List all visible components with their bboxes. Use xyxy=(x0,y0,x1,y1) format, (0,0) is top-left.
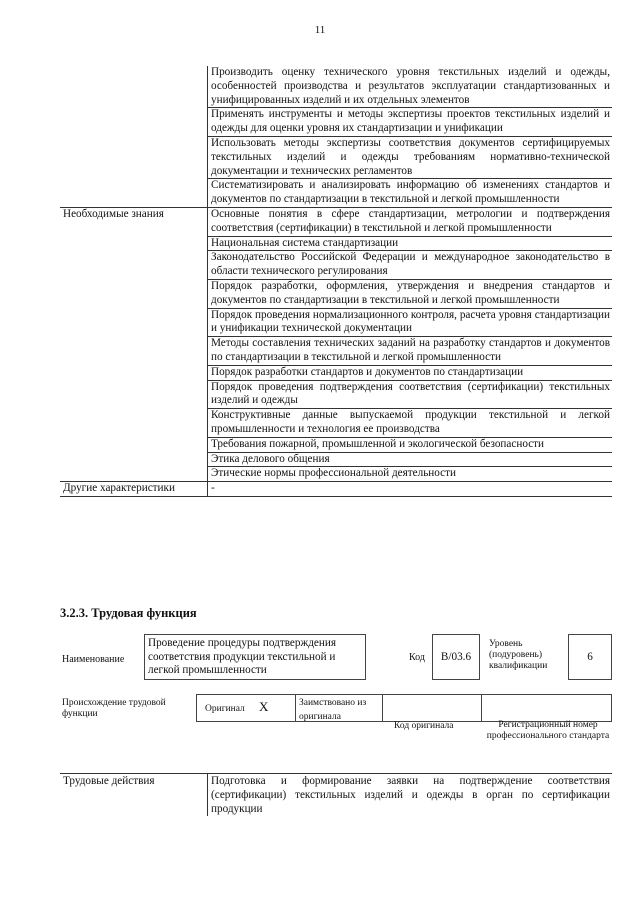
row-label-cell xyxy=(60,437,208,452)
row-label-cell xyxy=(60,236,208,251)
page-number: 11 xyxy=(314,24,326,36)
borrowed-label: Заимствовано из оригинала xyxy=(299,698,367,722)
knowledge-row xyxy=(60,251,612,280)
row-text: Методы составления технических заданий на разработку стандартов и документов по стандартизации в текстильной и легкой промышленности xyxy=(208,337,613,366)
row-text: Применять инструменты и методы экспертизы проектов текстильных изделий и одежды для оценки уровня их стандартизации и унификации xyxy=(208,108,613,137)
level-value-box xyxy=(568,634,612,680)
row-label: Трудовые действия xyxy=(60,774,208,817)
row-label-cell xyxy=(60,308,208,337)
knowledge-row xyxy=(60,467,612,482)
row-label-cell xyxy=(60,279,208,308)
knowledge-row xyxy=(60,308,612,337)
knowledge-row xyxy=(60,236,612,251)
row-text: Требования пожарной, промышленной и экологической безопасности xyxy=(208,437,613,452)
origin-label: Происхождение трудовой функции xyxy=(62,698,166,719)
original-cell xyxy=(196,694,296,722)
row-text: Порядок проведения нормализационного контроля, расчета уровня стандартизации и унификации технической документации xyxy=(208,308,613,337)
row-text: Порядок разработки, оформления, утверждения и внедрения стандартов и документов по стандартизации в текстильной и легкой промышленности xyxy=(208,279,613,308)
row-label: Необходимые знания xyxy=(60,207,208,236)
knowledge-row xyxy=(60,207,612,236)
row-text: Порядок проведения подтверждения соответствия (сертификации) текстильных изделий и одежды xyxy=(208,380,613,409)
name-label: Наименование xyxy=(62,654,125,665)
knowledge-row xyxy=(60,279,612,308)
row-text: Этика делового общения xyxy=(208,452,613,467)
skill-row xyxy=(60,136,612,178)
borrowed-cell xyxy=(295,694,383,722)
name-value-box xyxy=(144,634,366,680)
skill-row xyxy=(60,108,612,137)
reg-number-label: Регистрационный номер профессионального стандарта xyxy=(486,720,610,741)
row-label-cell xyxy=(60,409,208,438)
labor-action-row xyxy=(60,774,612,817)
row-text: Этические нормы профессиональной деятельности xyxy=(208,467,613,482)
original-label: Оригинал xyxy=(205,704,245,714)
skill-row xyxy=(60,179,612,208)
row-label-cell xyxy=(60,380,208,409)
code-label: Код xyxy=(409,652,425,663)
row-label-cell xyxy=(60,452,208,467)
reg-number-cell xyxy=(481,694,612,722)
row-label-cell xyxy=(60,251,208,280)
row-label-cell xyxy=(60,66,208,108)
original-mark: X xyxy=(259,699,269,714)
row-label-cell xyxy=(60,337,208,366)
row-label: Другие характеристики xyxy=(60,482,208,497)
row-text: Производить оценку технического уровня текстильных изделий и одежды, особенностей производства и результатов эксплуатации стандартизованных и унифицированных изделий и их отдельных элементов xyxy=(208,66,613,108)
other-row xyxy=(60,482,612,497)
section-heading: 3.2.3. Трудовая функция xyxy=(60,606,197,620)
row-text: Подготовка и формирование заявки на подтверждение соответствия (сертификации) текстильных изделий и одежды в орган по сертификации продукции xyxy=(208,774,613,817)
row-text: Национальная система стандартизации xyxy=(208,236,613,251)
row-text: Основные понятия в сфере стандартизации, метрологии и подтверждения соответствия (сертификации) в текстильной и легкой промышленности xyxy=(208,207,613,236)
code-original-label: Код оригинала xyxy=(394,721,454,731)
row-text: Законодательство Российской Федерации и международное законодательство в области технического регулирования xyxy=(208,251,613,280)
skill-row xyxy=(60,66,612,108)
labor-actions-table xyxy=(60,773,612,816)
row-label-cell xyxy=(60,108,208,137)
row-text: Использовать методы экспертизы соответствия документов сертифицируемых текстильных изделий и одежды требованиям нормативно-технической документации и технических регламентов xyxy=(208,136,613,178)
knowledge-row xyxy=(60,409,612,438)
level-value: 6 xyxy=(587,651,593,663)
row-label-cell xyxy=(60,136,208,178)
knowledge-row xyxy=(60,452,612,467)
row-label-cell xyxy=(60,365,208,380)
knowledge-row xyxy=(60,365,612,380)
level-label: Уровень (подуровень) квалификации xyxy=(489,639,548,671)
row-text: - xyxy=(208,482,613,497)
row-text: Систематизировать и анализировать информацию об изменениях стандартов и документов по стандартизации в текстильной и легкой промышленности xyxy=(208,179,613,208)
row-text: Конструктивные данные выпускаемой продукции текстильной и легкой промышленности и технология ее производства xyxy=(208,409,613,438)
knowledge-row xyxy=(60,437,612,452)
row-text: Порядок разработки стандартов и документов по стандартизации xyxy=(208,365,613,380)
knowledge-row xyxy=(60,337,612,366)
knowledge-row xyxy=(60,380,612,409)
code-value-box xyxy=(432,634,480,680)
name-value: Проведение процедуры подтверждения соответствия продукции текстильной и легкой промышленности xyxy=(148,637,336,676)
row-label-cell xyxy=(60,467,208,482)
competency-table xyxy=(60,66,612,497)
row-label-cell xyxy=(60,179,208,208)
code-value: B/03.6 xyxy=(440,651,472,663)
code-original-cell xyxy=(382,694,482,722)
